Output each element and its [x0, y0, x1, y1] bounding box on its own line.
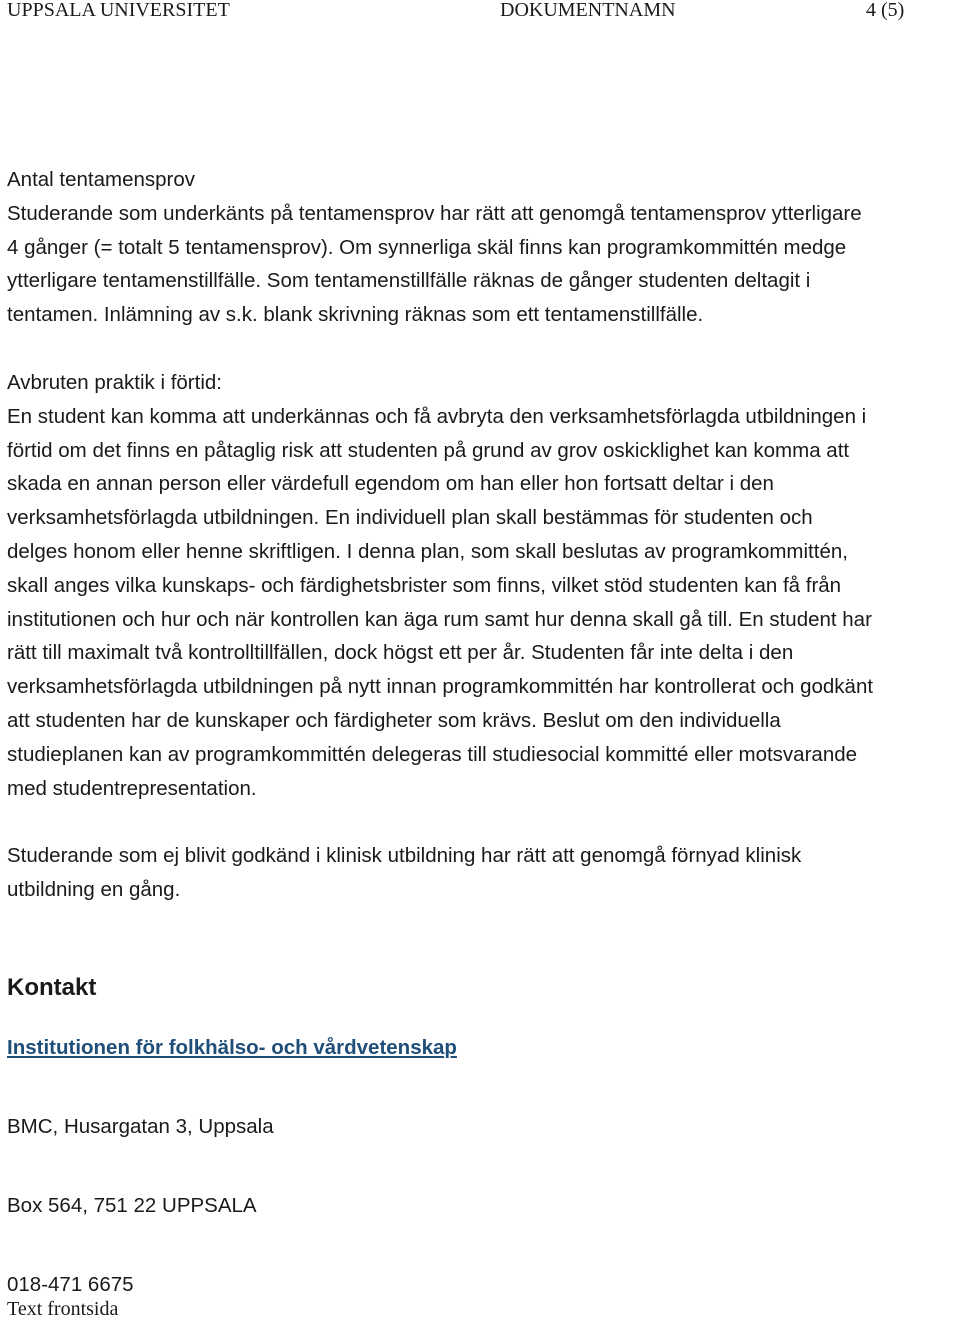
contact-postal-address: Box 564, 751 22 UPPSALA	[7, 1194, 257, 1217]
text-line: En student kan komma att underkännas och få avbryta den verksamhetsförlagda utbildningen i	[7, 404, 867, 428]
text-line: verksamhetsförlagda utbildningen. En individuell plan skall bestämmas för studenten och	[7, 506, 813, 530]
institution-link[interactable]: Institutionen för folkhälso- och vårdvetenskap	[7, 1036, 457, 1059]
clinical-training-section	[7, 839, 957, 907]
text-line: studieplanen kan av programkommittén delegeras till studiesocial kommitté eller motsvarande	[7, 742, 858, 766]
text-line: verksamhetsförlagda utbildningen på nytt innan programkommittén har kontrollerat och godkänt	[7, 675, 874, 699]
text-line: med studentrepresentation.	[7, 776, 257, 800]
contact-address: BMC, Husargatan 3, Uppsala	[7, 1115, 274, 1138]
text-line: förtid om det finns en påtaglig risk att studenten på grund av grov oskicklighet kan komma att	[7, 438, 850, 462]
text-line: 4 gånger (= totalt 5 tentamensprov). Om synnerliga skäl finns kan programkommittén medge	[7, 235, 847, 259]
text-line: att studenten har de kunskaper och färdigheter som krävs. Beslut om den individuella	[7, 708, 781, 732]
header-university: UPPSALA UNIVERSITET	[7, 0, 230, 21]
interrupted-practice-section	[7, 366, 957, 805]
contact-phone: 018-471 6675	[7, 1273, 134, 1296]
text-line: skada en annan person eller värdefull egendom om han eller hon fortsatt deltar i den	[7, 472, 774, 496]
page-footer: Text frontsida	[7, 1298, 119, 1320]
interrupted-practice-title: Avbruten praktik i förtid:	[7, 371, 222, 394]
page-header	[0, 0, 960, 22]
header-document-name: DOKUMENTNAMN	[500, 0, 676, 21]
exam-attempts-title: Antal tentamensprov	[7, 168, 196, 191]
text-line: tentamen. Inlämning av s.k. blank skrivning räknas som ett tentamenstillfälle.	[7, 303, 704, 327]
text-line: rätt till maximalt två kontrolltillfällen, dock högst ett per år. Studenten får inte delta i den	[7, 641, 794, 665]
text-line: Studerande som ej blivit godkänd i klinisk utbildning har rätt att genomgå förnyad klinisk	[7, 844, 802, 867]
text-line: institutionen och hur och när kontrollen kan äga rum samt hur denna skall gå till. En student har	[7, 607, 872, 631]
text-line: ytterligare tentamenstillfälle. Som tentamenstillfälle räknas de gånger studenten deltagit i	[7, 269, 811, 293]
text-line: utbildning en gång.	[7, 877, 181, 901]
text-line: skall anges vilka kunskaps- och färdighetsbrister som finns, vilket stöd studenten kan få från	[7, 573, 842, 597]
text-line: Studerande som underkänts på tentamensprov har rätt att genomgå tentamensprov ytterligare	[7, 201, 862, 225]
header-page-number: 4 (5)	[866, 0, 905, 21]
contact-heading: Kontakt	[7, 974, 97, 1001]
exam-attempts-section	[7, 163, 957, 332]
text-line: delges honom eller henne skriftligen. I denna plan, som skall beslutas av programkommittén,	[7, 539, 848, 563]
